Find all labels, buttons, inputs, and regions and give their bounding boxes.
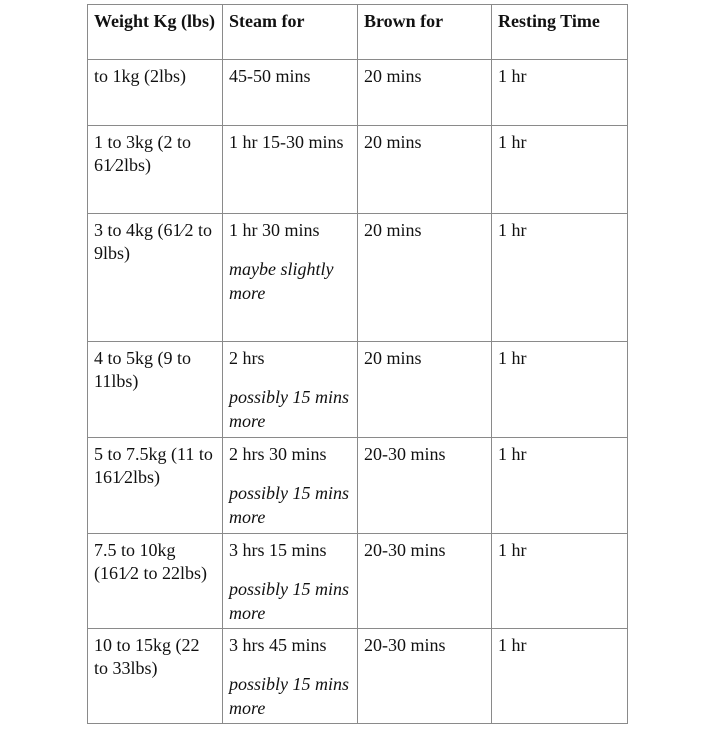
weight-cell: to 1kg (2lbs) <box>88 60 223 126</box>
table-row <box>88 438 628 534</box>
brown-cell: 20-30 mins <box>358 438 492 534</box>
header-weight: Weight Kg (lbs) <box>88 5 223 60</box>
steam-cell <box>223 534 358 629</box>
table-row <box>88 534 628 629</box>
weight-cell: 1 to 3kg (2 to 61⁄2lbs) <box>88 126 223 214</box>
weight-cell: 3 to 4kg (61⁄2 to 9lbs) <box>88 214 223 342</box>
steam-note: maybe slightly more <box>229 259 334 303</box>
brown-cell: 20 mins <box>358 214 492 342</box>
table-row <box>88 60 628 126</box>
rest-cell: 1 hr <box>492 126 628 214</box>
steam-cell <box>223 629 358 724</box>
table-row <box>88 629 628 724</box>
steam-time: 1 hr 30 mins <box>229 220 320 240</box>
brown-cell: 20 mins <box>358 126 492 214</box>
rest-cell: 1 hr <box>492 60 628 126</box>
steam-time: 45-50 mins <box>229 66 311 86</box>
header-brown: Brown for <box>358 5 492 60</box>
steam-cell <box>223 342 358 438</box>
steam-time: 3 hrs 15 mins <box>229 540 327 560</box>
table-row <box>88 342 628 438</box>
rest-cell: 1 hr <box>492 438 628 534</box>
steam-note: possibly 15 mins more <box>229 579 350 623</box>
weight-cell: 5 to 7.5kg (11 to 161⁄2lbs) <box>88 438 223 534</box>
steam-cell <box>223 60 358 126</box>
rest-cell: 1 hr <box>492 342 628 438</box>
rest-cell: 1 hr <box>492 629 628 724</box>
table-row <box>88 214 628 342</box>
steam-note: possibly 15 mins more <box>229 674 350 718</box>
cooking-times-table <box>87 4 628 724</box>
steam-time: 2 hrs <box>229 348 265 368</box>
rest-cell: 1 hr <box>492 534 628 629</box>
steam-note: possibly 15 mins more <box>229 387 350 431</box>
table-header-row <box>88 5 628 60</box>
rest-cell: 1 hr <box>492 214 628 342</box>
header-steam: Steam for <box>223 5 358 60</box>
weight-cell: 7.5 to 10kg (161⁄2 to 22lbs) <box>88 534 223 629</box>
steam-time: 2 hrs 30 mins <box>229 444 327 464</box>
steam-time: 1 hr 15-30 mins <box>229 132 344 152</box>
steam-time: 3 hrs 45 mins <box>229 635 327 655</box>
header-resting: Resting Time <box>492 5 628 60</box>
weight-cell: 4 to 5kg (9 to 11lbs) <box>88 342 223 438</box>
weight-cell: 10 to 15kg (22 to 33lbs) <box>88 629 223 724</box>
steam-note: possibly 15 mins more <box>229 483 350 527</box>
brown-cell: 20 mins <box>358 60 492 126</box>
steam-cell <box>223 214 358 342</box>
table-row <box>88 126 628 214</box>
brown-cell: 20-30 mins <box>358 534 492 629</box>
brown-cell: 20-30 mins <box>358 629 492 724</box>
steam-cell <box>223 438 358 534</box>
steam-cell <box>223 126 358 214</box>
brown-cell: 20 mins <box>358 342 492 438</box>
